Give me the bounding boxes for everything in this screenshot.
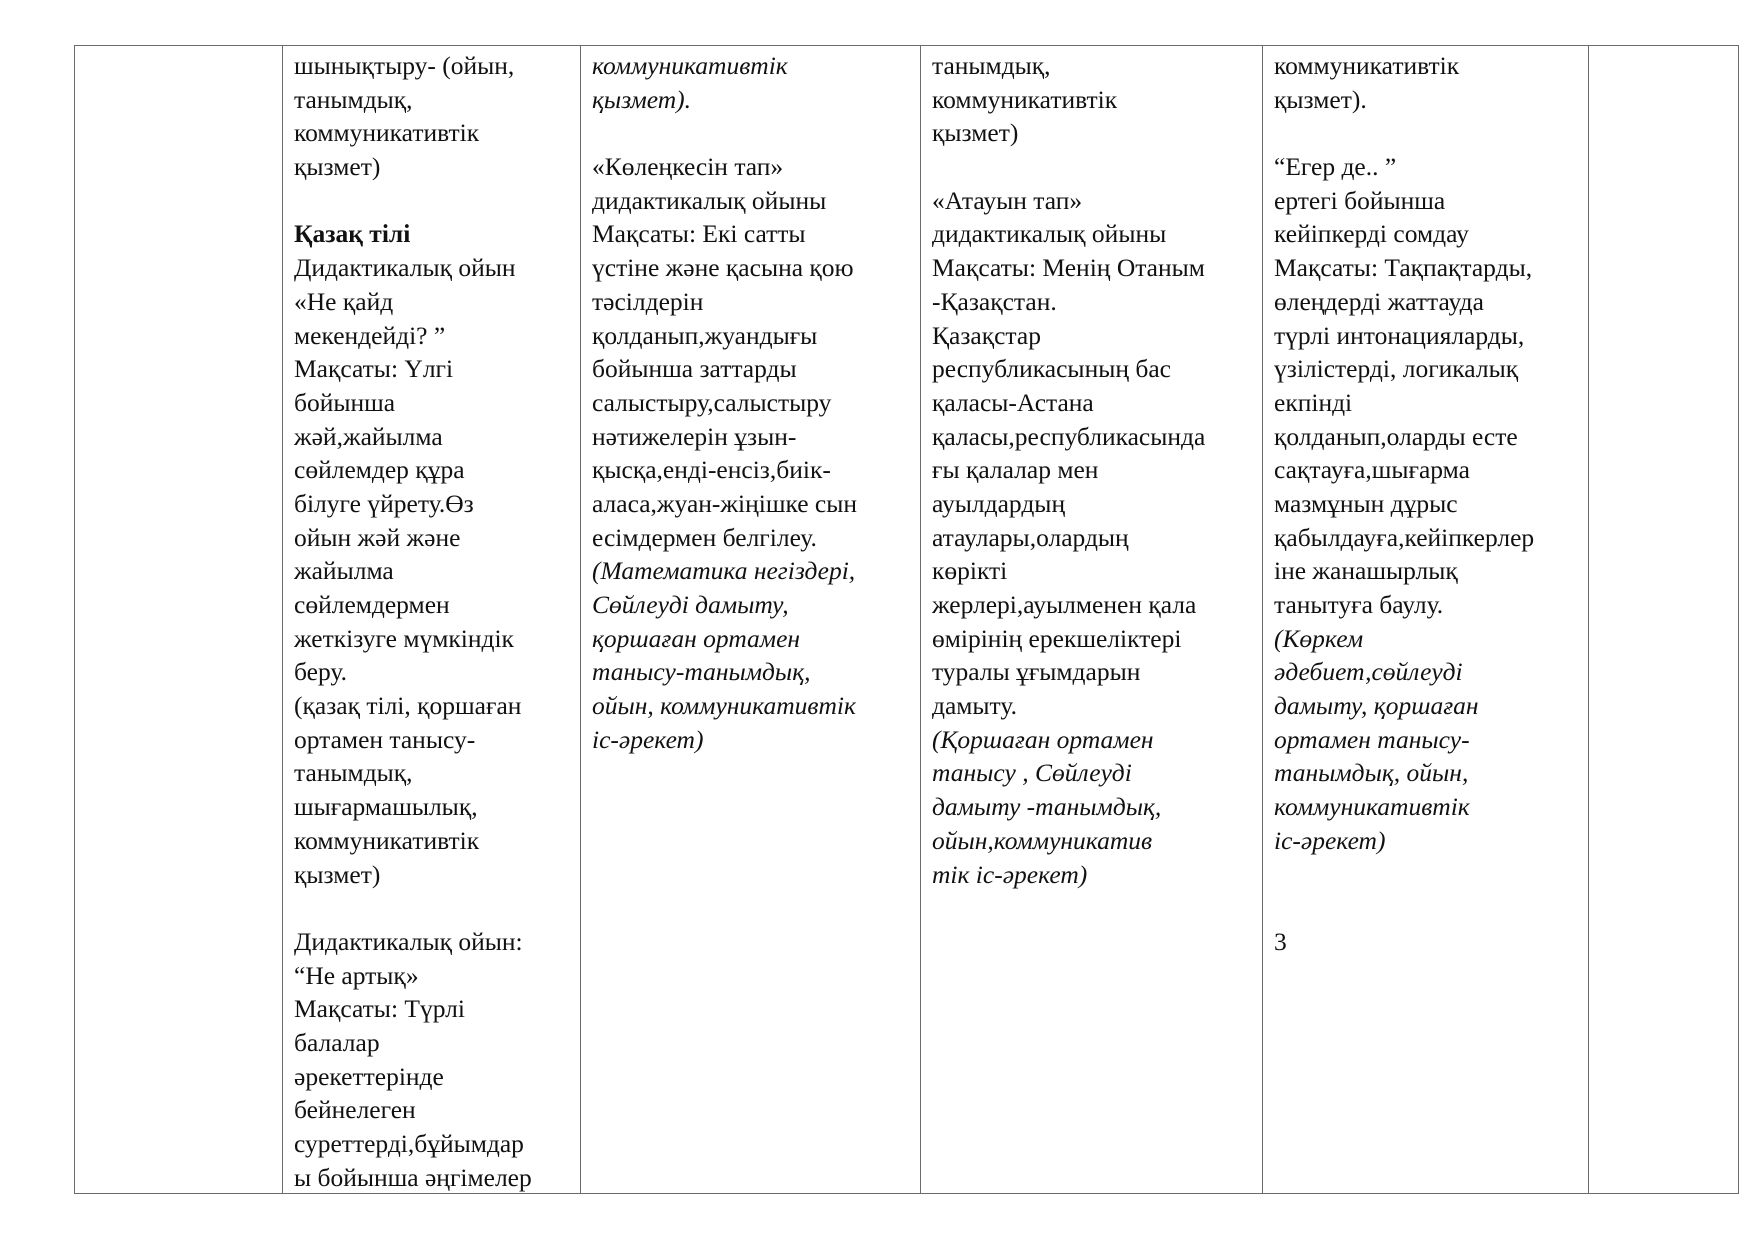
text-line: “Не артық» xyxy=(294,960,419,990)
text-line: -Қазақстан. xyxy=(932,286,1057,316)
text-line: әдебиет,сөйлеуді xyxy=(1274,657,1463,687)
text-line: сөйлемдер құра xyxy=(294,455,465,485)
table-column-2 xyxy=(283,46,581,1193)
text-line: мазмұнын дұрыс xyxy=(1274,488,1458,518)
text-line: сөйлемдермен xyxy=(294,590,450,619)
text-line: Сөйлеуді дамыту, xyxy=(592,590,789,619)
text-line: «Атауын тап» xyxy=(932,185,1083,215)
text-line: «Көлеңкесін тап» xyxy=(592,152,784,182)
text-line: танысу-танымдық, xyxy=(592,657,811,687)
text-line: 3 xyxy=(1274,926,1287,956)
text-line: жәй,жайылма xyxy=(294,421,443,451)
text-line: туралы ұғымдарын xyxy=(932,657,1141,687)
text-line: білуге үйрету.Өз xyxy=(294,488,474,518)
table-column-3 xyxy=(581,46,921,1193)
text-line: республикасының бас xyxy=(932,354,1171,384)
text-line: «Не қайд xyxy=(294,286,394,316)
text-line: беру. xyxy=(294,657,347,687)
text-line: қызмет) xyxy=(294,859,381,889)
text-line: қызмет). xyxy=(1274,84,1367,114)
text-line: Қазақстар xyxy=(932,320,1041,350)
text-line xyxy=(1274,116,1584,150)
text-line: қызмет). xyxy=(592,84,692,114)
text-line: түрлі интонацияларды, xyxy=(1274,320,1525,350)
text-line: қаласы,республикасында xyxy=(932,421,1206,451)
text-line: Дидактикалық ойын: xyxy=(294,926,523,956)
text-line: бойынша xyxy=(294,387,396,417)
text-line: Мақсаты: Үлгі xyxy=(294,354,454,384)
text-line: Мақсаты: Тақпақтарды, xyxy=(1274,253,1533,283)
text-line: мекендейді? ” xyxy=(294,320,446,350)
text-line: өмірінің ерекшеліктері xyxy=(932,623,1182,653)
text-line: танымдық, xyxy=(294,84,413,114)
cell-content xyxy=(932,49,1258,891)
text-line: коммуникативтік xyxy=(1274,792,1470,822)
text-line: қабылдауға,кейіпкерлер xyxy=(1274,522,1535,552)
text-line: сақтауға,шығарма xyxy=(1274,455,1470,485)
text-line: (Қоршаған ортамен xyxy=(932,724,1154,754)
text-line: шығармашылық, xyxy=(294,792,478,822)
text-line: нәтижелерін ұзын- xyxy=(592,421,797,451)
text-line: ғы қалалар мен xyxy=(932,455,1099,485)
text-line: танымдық, xyxy=(932,51,1051,80)
text-line: Мақсаты: Менің Отаным xyxy=(932,253,1205,283)
text-line: жайылма xyxy=(294,556,394,586)
text-line: іс-әрекет) xyxy=(1274,825,1386,855)
text-line: әрекеттерінде xyxy=(294,1061,444,1091)
text-line xyxy=(294,184,576,218)
text-line: іне жанашырлық xyxy=(1274,556,1458,586)
text-line: қызмет) xyxy=(932,118,1019,148)
text-line: ойын,коммуникатив xyxy=(932,825,1153,855)
text-line: дидактикалық ойыны xyxy=(932,219,1167,249)
text-line: (қазақ тілі, қоршаған xyxy=(294,691,522,721)
text-line: “Егер де.. ” xyxy=(1274,152,1397,182)
text-line: жерлері,ауылменен қала xyxy=(932,590,1197,619)
text-line: жеткізуге мүмкіндік xyxy=(294,623,514,653)
text-line: атаулары,олардың xyxy=(932,522,1129,552)
text-line: танысу , Сөйлеуді xyxy=(932,758,1132,788)
text-line: үзілістерді, логикалық xyxy=(1274,354,1519,384)
text-line xyxy=(592,116,916,150)
text-line: суреттерді,бұйымдар xyxy=(294,1129,524,1158)
text-line: коммуникативтік xyxy=(1274,51,1460,80)
text-line: ауылдардың xyxy=(932,488,1066,518)
text-line: танымдық, ойын, xyxy=(1274,758,1469,788)
text-line: ы бойынша әңгімелер xyxy=(294,1162,532,1192)
text-line: өлеңдерді жаттауда xyxy=(1274,286,1484,316)
text-line xyxy=(1274,891,1584,925)
text-line: коммуникативтік xyxy=(592,51,788,80)
text-line: танытуға баулу. xyxy=(1274,590,1444,619)
text-line: коммуникативтік xyxy=(294,118,480,148)
text-line: үстіне және қасына қою xyxy=(592,253,854,283)
text-line: ойын, коммуникативтік xyxy=(592,691,856,721)
table-column-6 xyxy=(1589,46,1740,1193)
text-line: Қазақ тілі xyxy=(294,219,411,249)
text-line: қысқа,енді-енсіз,биік- xyxy=(592,455,831,485)
text-line: есімдермен белгілеу. xyxy=(592,522,817,552)
text-line: кейіпкерді сомдау xyxy=(1274,219,1469,249)
cell-content xyxy=(294,49,576,1194)
text-line: екпінді xyxy=(1274,387,1353,417)
text-line: қолданып,жуандығы xyxy=(592,320,818,350)
text-line: қоршаған ортамен xyxy=(592,623,801,653)
table-column-1 xyxy=(75,46,283,1193)
text-line: дидактикалық ойыны xyxy=(592,185,827,215)
text-line xyxy=(1274,858,1584,892)
table-column-5 xyxy=(1263,46,1589,1193)
text-line: ортамен танысу- xyxy=(1274,724,1470,754)
text-line: Дидактикалық ойын xyxy=(294,253,516,283)
text-line: ойын жәй және xyxy=(294,522,461,552)
text-line: аласа,жуан-жіңішке сын xyxy=(592,488,858,518)
text-line: бейнелеген xyxy=(294,1095,416,1125)
text-line: іс-әрекет) xyxy=(592,724,704,754)
text-line: тік іс-әрекет) xyxy=(932,859,1088,889)
text-line: бойынша заттарды xyxy=(592,354,797,384)
text-line: дамыту -танымдық, xyxy=(932,792,1162,822)
text-line: қызмет) xyxy=(294,152,381,182)
cell-content xyxy=(592,49,916,756)
text-line: тәсілдерін xyxy=(592,286,704,316)
text-line: шынықтыру- (ойын, xyxy=(294,51,515,80)
text-line: ертегі бойынша xyxy=(1274,185,1446,215)
cell-content xyxy=(1274,49,1584,959)
text-line: салыстыру,салыстыру xyxy=(592,387,832,417)
text-line: қолданып,оларды есте xyxy=(1274,421,1518,451)
text-line: (Математика негіздері, xyxy=(592,556,856,586)
text-line: танымдық, xyxy=(294,758,413,788)
text-line: дамыту. xyxy=(932,691,1017,721)
text-line: коммуникативтік xyxy=(932,84,1118,114)
schedule-table xyxy=(74,45,1739,1194)
table-column-4 xyxy=(921,46,1263,1193)
text-line xyxy=(294,891,576,925)
text-line: коммуникативтік xyxy=(294,825,480,855)
text-line: (Көркем xyxy=(1274,623,1364,653)
text-line: көрікті xyxy=(932,556,1008,586)
text-line: дамыту, қоршаған xyxy=(1274,691,1479,721)
text-line: қаласы-Астана xyxy=(932,387,1094,417)
text-line: балалар xyxy=(294,1027,380,1057)
text-line: Мақсаты: Екі сатты xyxy=(592,219,806,249)
text-line xyxy=(932,150,1258,184)
text-line: ортамен танысу- xyxy=(294,724,476,754)
text-line: Мақсаты: Түрлі xyxy=(294,994,465,1024)
